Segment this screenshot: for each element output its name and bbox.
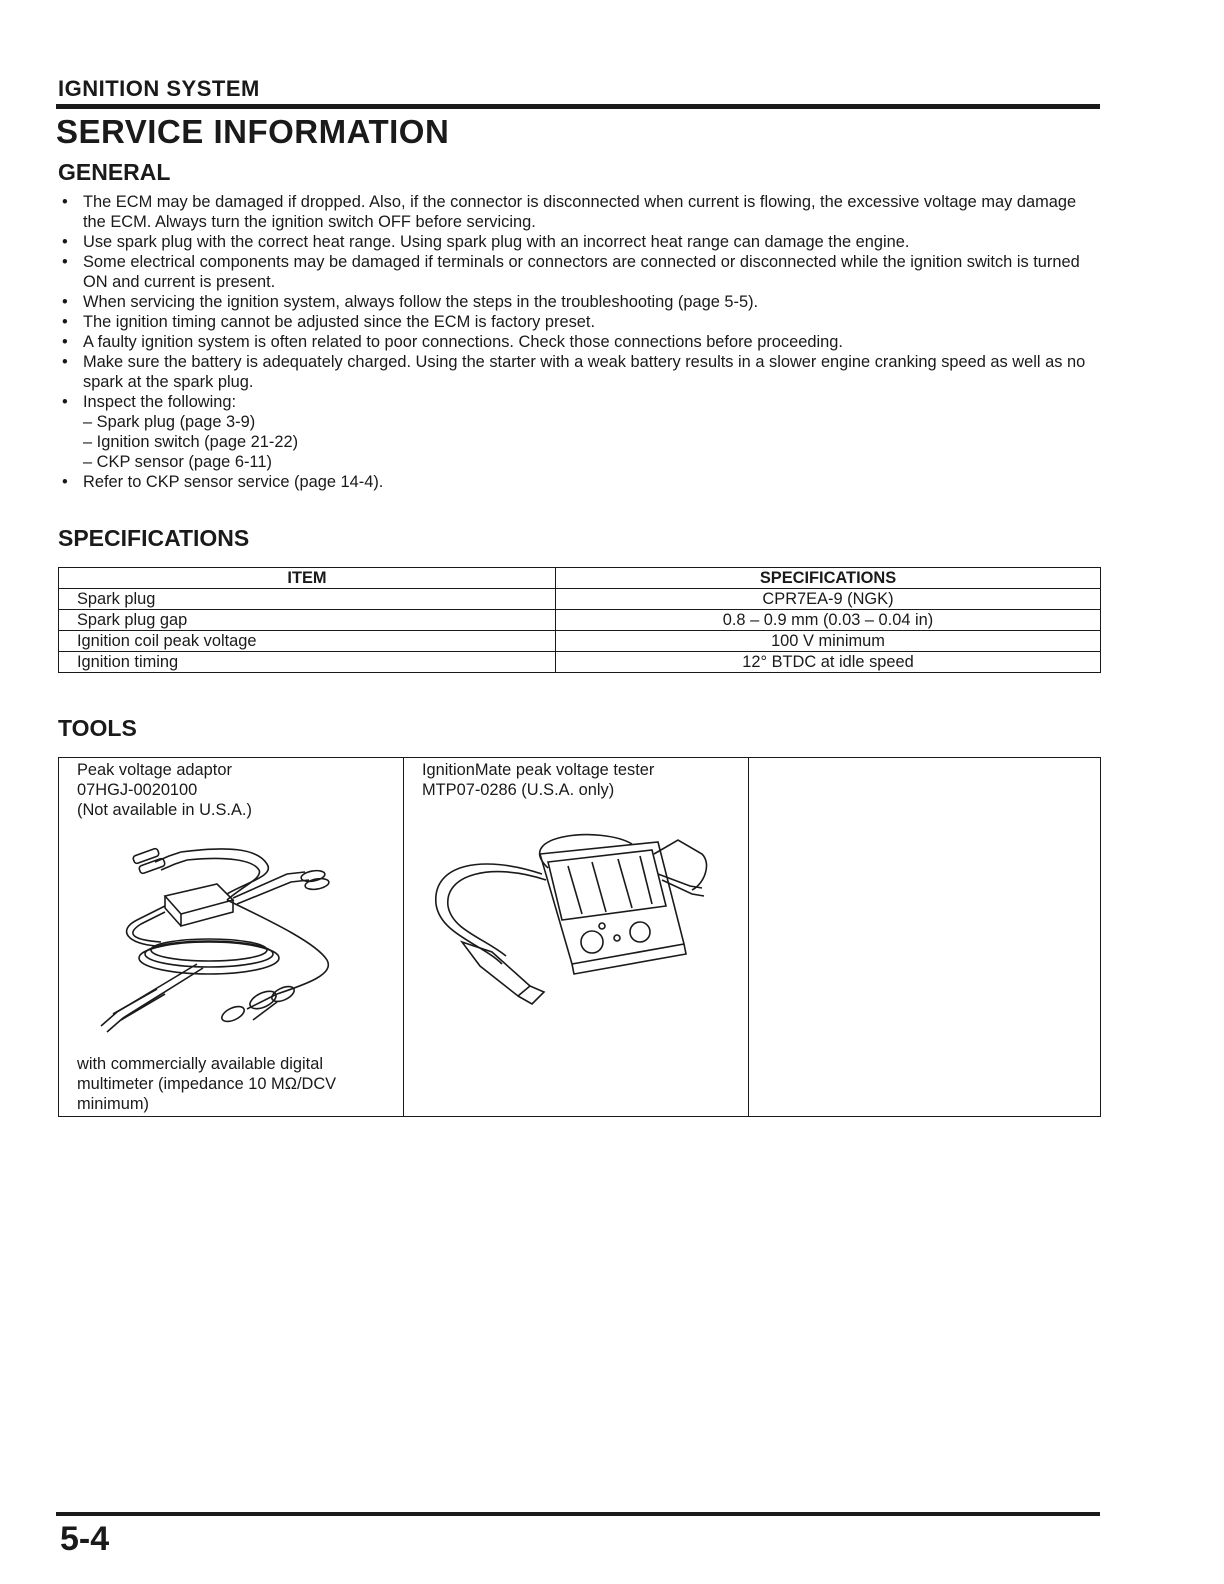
value-cell: CPR7EA-9 (NGK) [556, 589, 1101, 610]
sub-list-item: – CKP sensor (page 6-11) [83, 453, 272, 471]
bullet-icon: • [62, 193, 68, 211]
list-item: • Refer to CKP sensor service (page 14-4). [62, 473, 384, 491]
bullet-icon: • [62, 393, 68, 411]
bullet-icon: • [62, 473, 68, 491]
bullet-icon: • [62, 353, 68, 371]
header-rule [56, 104, 1100, 109]
bullet-icon: • [62, 313, 68, 331]
table-row [59, 589, 1101, 610]
item-cell: Spark plug gap [59, 610, 556, 631]
tool-part-number: MTP07-0286 (U.S.A. only) [422, 781, 615, 799]
table-row [59, 652, 1101, 673]
tools-table [58, 757, 1101, 1117]
list-item: • When servicing the ignition system, always follow the steps in the troubleshooting (page 5-5). [62, 293, 759, 311]
tool-cell-adaptor [59, 758, 404, 1117]
footer-rule [56, 1512, 1100, 1516]
tool-part-number: 07HGJ-0020100 [77, 781, 198, 799]
item-cell: Spark plug [59, 589, 556, 610]
list-item: • The ignition timing cannot be adjusted since the ECM is factory preset. [62, 313, 596, 331]
value-cell: 0.8 – 0.9 mm (0.03 – 0.04 in) [556, 610, 1101, 631]
value-cell: 100 V minimum [556, 631, 1101, 652]
list-item: • Make sure the battery is adequately charged. Using the starter with a weak battery results in a slower engine cranking speed as well as no spark at the spark plug. [62, 353, 1086, 391]
tool-cell-empty [749, 758, 1101, 1117]
value-cell: 12° BTDC at idle speed [556, 652, 1101, 673]
list-item: • Some electrical components may be damaged if terminals or connectors are connected or disconnected while the ignition switch is turned ON and current is present. [62, 253, 1080, 291]
table-row [59, 631, 1101, 652]
sub-list-item: – Ignition switch (page 21-22) [83, 433, 299, 451]
bullet-icon: • [62, 293, 68, 311]
bullet-icon: • [62, 233, 68, 251]
general-list [62, 192, 1102, 492]
list-item: • Inspect the following: – Spark plug (page 3-9) – Ignition switch (page 21-22) – CKP sensor (page 6-11) [62, 392, 1102, 472]
peak-voltage-tester-illustration [422, 814, 712, 1014]
table-row [59, 610, 1101, 631]
item-cell: Ignition timing [59, 652, 556, 673]
section-label: IGNITION SYSTEM [58, 76, 260, 101]
item-cell: Ignition coil peak voltage [59, 631, 556, 652]
list-item: • The ECM may be damaged if dropped. Also, if the connector is disconnected when current is flowing, the excessive voltage may damage the ECM. Always turn the ignition switch OFF before servicing. [62, 193, 1077, 231]
page-title: SERVICE INFORMATION [56, 113, 450, 150]
bullet-icon: • [62, 253, 68, 271]
specifications-table [58, 567, 1101, 673]
inspect-sublist [83, 412, 1102, 472]
table-header-row [59, 568, 1101, 589]
list-item: • Use spark plug with the correct heat range. Using spark plug with an incorrect heat range can damage the engine. [62, 233, 910, 251]
tool-footnote: with commercially available digital multimeter (impedance 10 MΩ/DCV minimum) [77, 1055, 337, 1113]
bullet-icon: • [62, 333, 68, 351]
tool-name: IgnitionMate peak voltage tester [422, 761, 655, 779]
tools-row [59, 758, 1101, 1117]
sub-list-item: – Spark plug (page 3-9) [83, 413, 256, 431]
general-heading: GENERAL [58, 159, 171, 185]
peak-voltage-adaptor-illustration [77, 834, 347, 1044]
tool-cell-tester [404, 758, 749, 1117]
specifications-heading: SPECIFICATIONS [58, 525, 250, 551]
tools-heading: TOOLS [58, 715, 137, 741]
page-number: 5-4 [60, 1520, 110, 1558]
tool-name: Peak voltage adaptor [77, 761, 232, 779]
list-item: • A faulty ignition system is often related to poor connections. Check those connections before proceeding. [62, 333, 843, 351]
column-header: SPECIFICATIONS [556, 568, 1101, 589]
tool-availability-note: (Not available in U.S.A.) [77, 801, 252, 819]
column-header: ITEM [59, 568, 556, 589]
